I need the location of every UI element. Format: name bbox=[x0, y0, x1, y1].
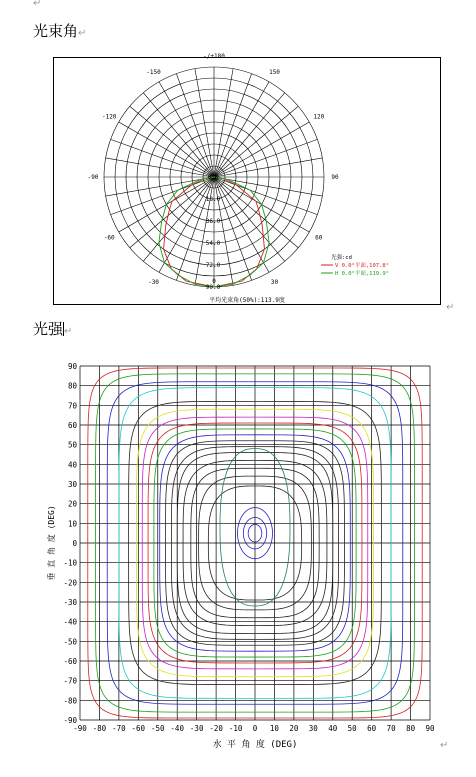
y-tick-label: 40 bbox=[67, 460, 77, 470]
y-tick-label: 80 bbox=[67, 381, 77, 391]
polar-angle-label: -30 bbox=[148, 278, 159, 286]
y-tick-label: -80 bbox=[63, 696, 77, 706]
iso-intensity-chart bbox=[40, 358, 445, 753]
x-tick-label: -20 bbox=[209, 724, 223, 733]
y-tick-label: -40 bbox=[63, 617, 77, 627]
x-tick-label: -40 bbox=[170, 724, 184, 733]
polar-angle-label: 90 bbox=[331, 174, 339, 181]
y-tick-label: -90 bbox=[63, 716, 77, 725]
intensity-heading bbox=[33, 320, 72, 341]
y-tick-label: 90 bbox=[67, 362, 77, 371]
x-tick-label: 80 bbox=[406, 724, 416, 733]
polar-angle-label: 0 bbox=[212, 278, 216, 285]
beam-angle-heading-text: 光束角 bbox=[33, 22, 79, 40]
polar-angle-label: -/+180 bbox=[203, 53, 225, 60]
polar-radial-label: 36.0 bbox=[205, 218, 221, 225]
x-tick-label: 40 bbox=[328, 724, 338, 733]
polar-radial-label: 90.0 bbox=[205, 284, 221, 291]
paragraph-mark: ↵ bbox=[33, 0, 42, 9]
x-tick-label: -50 bbox=[151, 724, 165, 733]
polar-angle-label: -60 bbox=[103, 234, 115, 242]
x-tick-label: -90 bbox=[73, 724, 87, 733]
polar-radial-label: 54.0 bbox=[205, 240, 221, 247]
y-tick-label: 20 bbox=[67, 499, 77, 509]
y-tick-label: 0 bbox=[72, 539, 77, 548]
iso-y-axis-label: 垂 直 角 度 (DEG) bbox=[47, 505, 56, 581]
y-tick-label: 60 bbox=[67, 421, 77, 430]
legend-entry-v: V 0.0°平面,107.8° bbox=[335, 263, 390, 269]
polar-angle-label: -120 bbox=[101, 113, 117, 121]
x-tick-label: 10 bbox=[269, 724, 279, 733]
x-tick-label: 20 bbox=[289, 724, 299, 733]
polar-angle-label: 60 bbox=[315, 234, 323, 242]
legend-title: 光强:cd bbox=[331, 255, 352, 261]
beam-angle-heading bbox=[33, 22, 86, 43]
polar-angle-label: -150 bbox=[146, 69, 161, 77]
y-tick-label: 30 bbox=[67, 480, 77, 489]
polar-radial-label: 18.0 bbox=[205, 196, 221, 203]
polar-footer: 平均光束角(50%):113.9度 bbox=[209, 297, 285, 304]
iso-x-ticks bbox=[73, 724, 435, 733]
y-tick-label: -20 bbox=[63, 578, 77, 588]
y-tick-label: -60 bbox=[63, 657, 77, 666]
polar-radial-label: 0.0 bbox=[207, 174, 219, 181]
x-tick-label: 90 bbox=[425, 724, 435, 733]
polar-angle-label: 30 bbox=[270, 278, 279, 286]
x-tick-label: 0 bbox=[252, 724, 258, 733]
x-tick-label: 70 bbox=[386, 724, 396, 733]
iso-grid bbox=[80, 366, 430, 720]
iso-y-ticks bbox=[63, 362, 77, 725]
y-tick-label: 70 bbox=[67, 401, 77, 411]
paragraph-mark: ↵ bbox=[440, 740, 449, 751]
y-tick-label: 50 bbox=[67, 440, 77, 450]
x-tick-label: -10 bbox=[228, 724, 243, 733]
x-tick-label: -60 bbox=[131, 724, 146, 733]
polar-beam-chart bbox=[53, 53, 441, 305]
polar-radial-label: 72.0 bbox=[205, 262, 221, 269]
x-tick-label: 30 bbox=[308, 724, 318, 733]
paragraph-mark: ↵ bbox=[446, 302, 455, 313]
polar-angle-label: -90 bbox=[87, 174, 99, 181]
iso-x-axis-label: 水 平 角 度 (DEG) bbox=[212, 740, 298, 750]
y-tick-label: -50 bbox=[63, 637, 77, 647]
y-tick-label: -10 bbox=[63, 558, 77, 568]
polar-angle-label: 120 bbox=[313, 113, 325, 121]
x-tick-label: -80 bbox=[92, 724, 107, 733]
paragraph-mark: ↵ bbox=[78, 28, 87, 39]
y-tick-label: 10 bbox=[67, 519, 77, 529]
legend-entry-h: H 0.0°平面,119.9° bbox=[335, 271, 390, 277]
y-tick-label: -70 bbox=[63, 676, 77, 686]
x-tick-label: -30 bbox=[189, 724, 204, 733]
x-tick-label: 50 bbox=[347, 724, 357, 733]
intensity-heading-text: 光强 bbox=[33, 320, 64, 338]
x-tick-label: 60 bbox=[367, 724, 377, 733]
x-tick-label: -70 bbox=[112, 724, 126, 733]
polar-angle-label: 150 bbox=[269, 69, 280, 77]
y-tick-label: -30 bbox=[63, 598, 77, 607]
paragraph-mark: ↵ bbox=[64, 326, 73, 337]
